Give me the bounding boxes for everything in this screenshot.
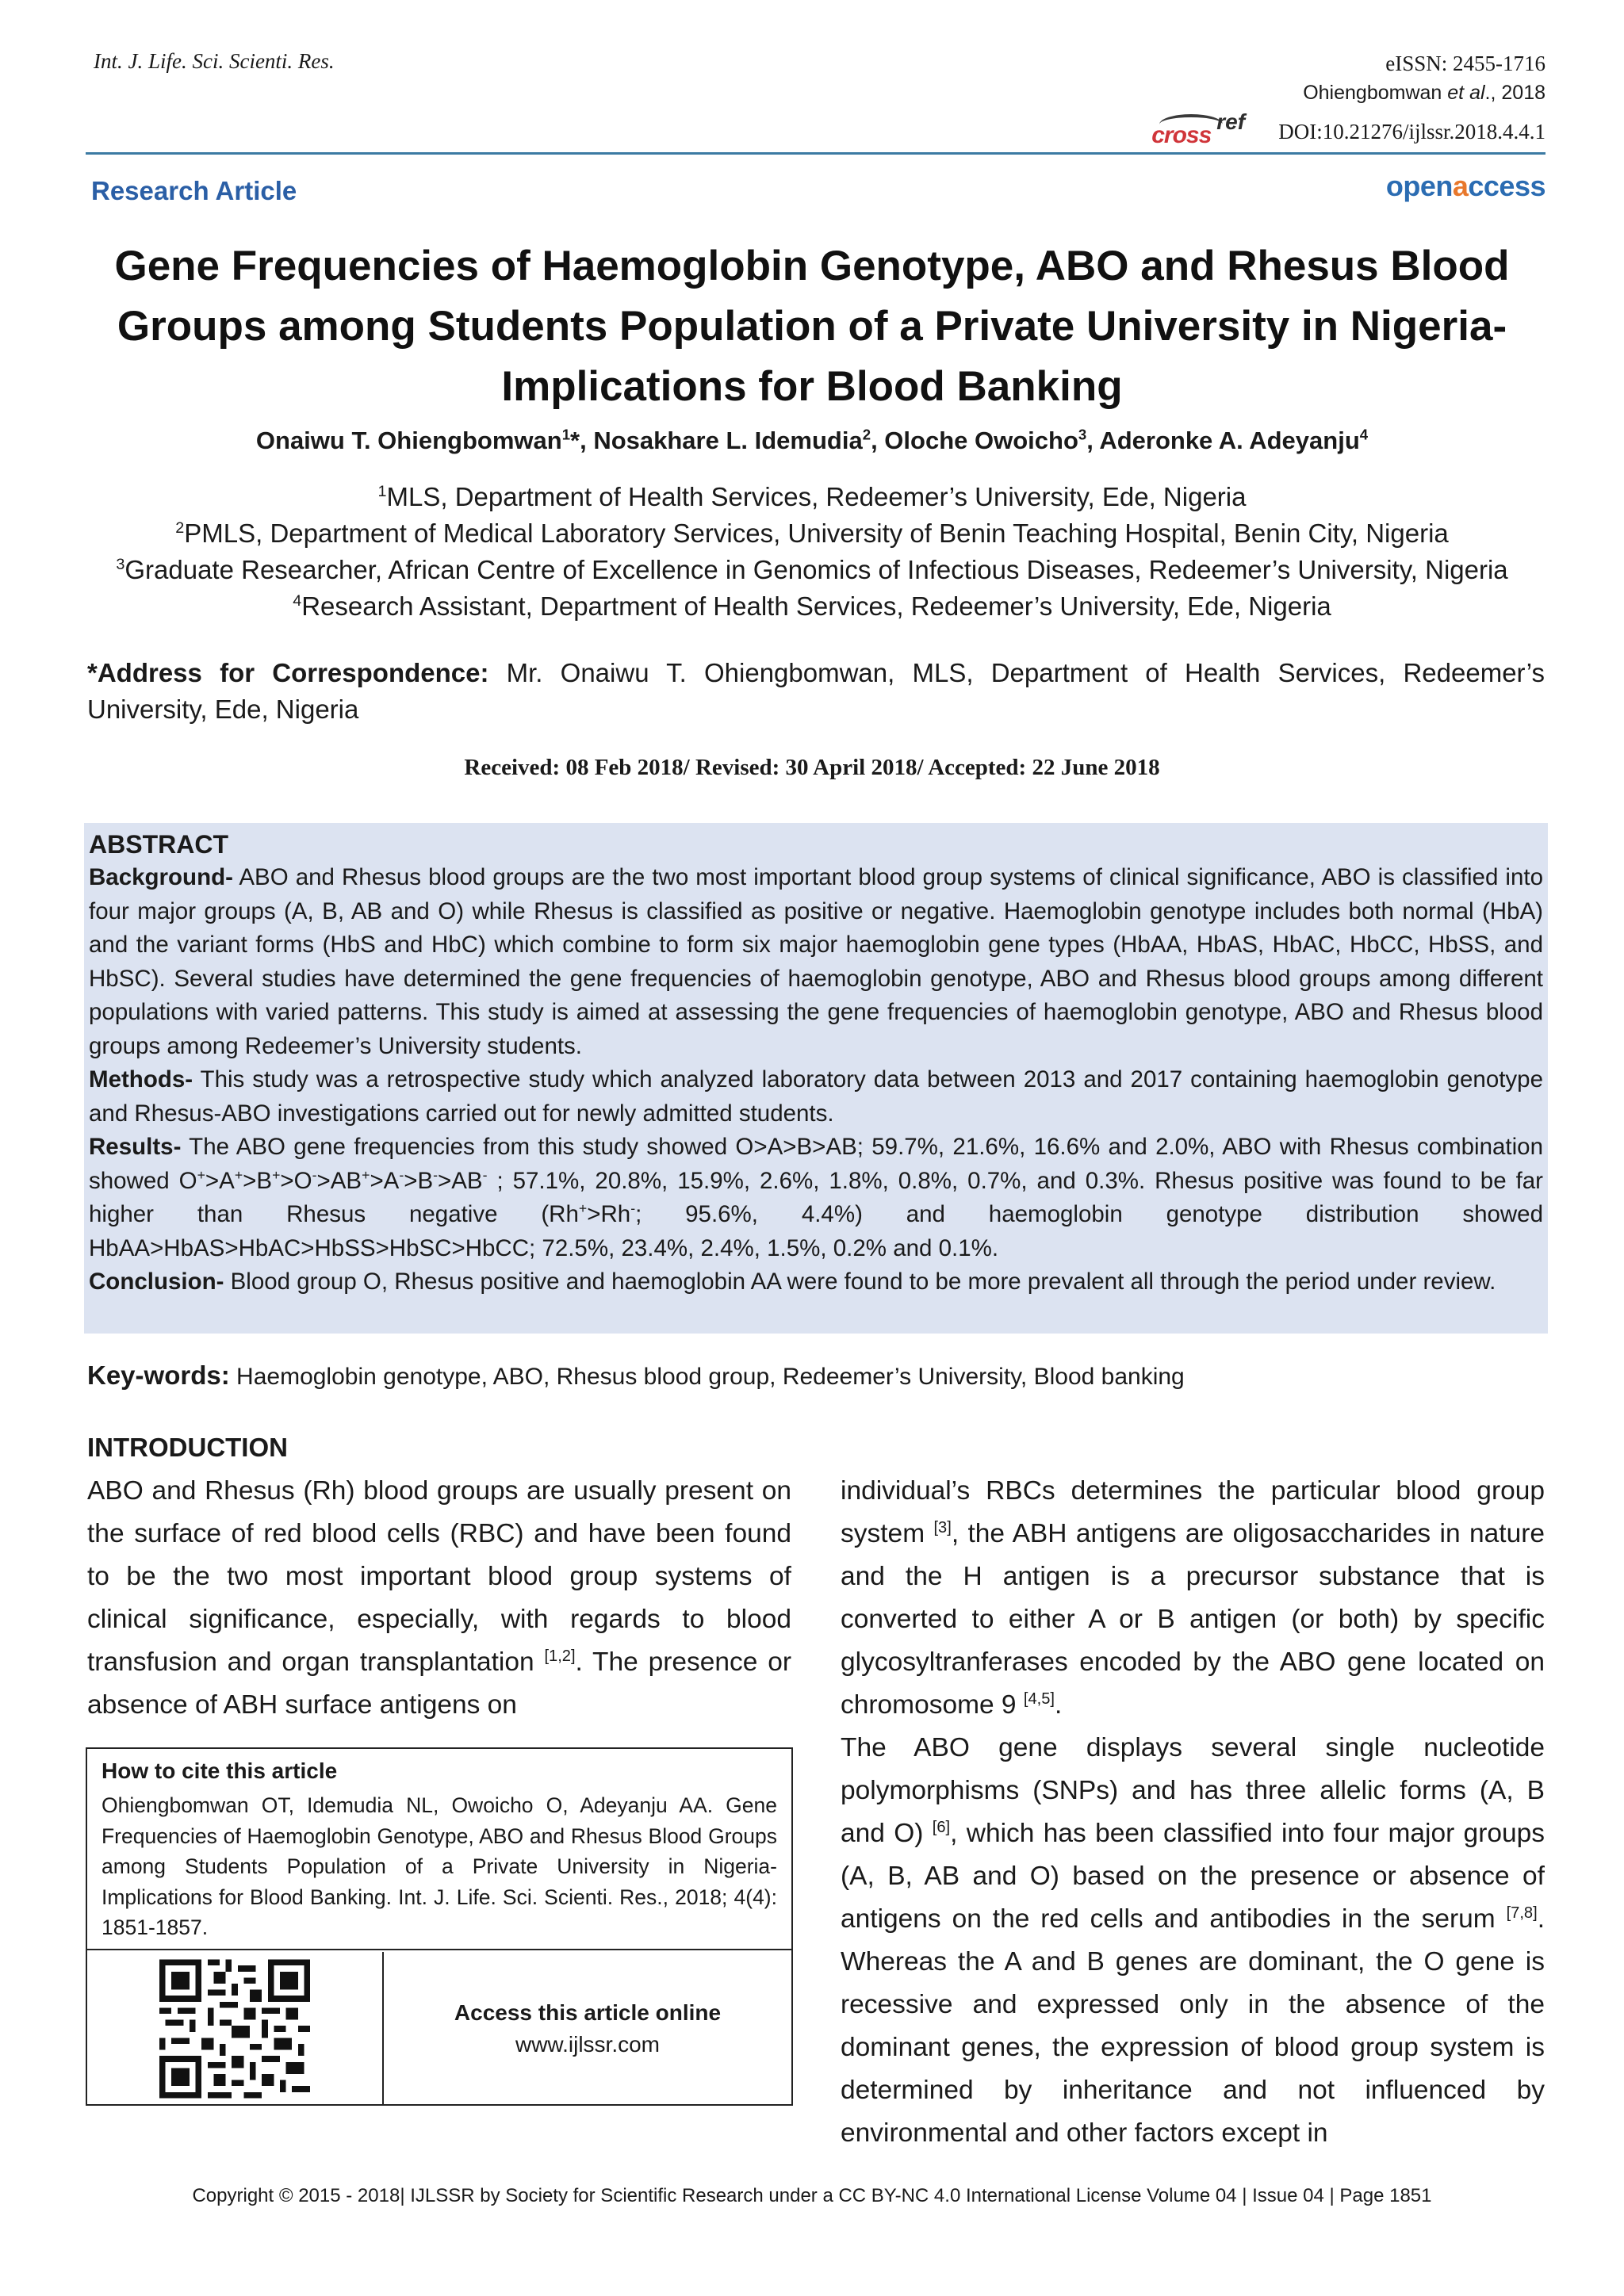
journal-website-link[interactable]: www.ijlssr.com <box>515 2032 660 2057</box>
paragraph: The ABO gene displays several single nucleotide polymorphisms (SNPs) and has three allelic forms (A, B and O) [6], which has been classified into four major groups (A, B, AB and O) based on the presence or absence of antigens on the red cells and antibodies in the serum [7,8]. Whereas the A and B genes are dominant, the O gene is recessive and expressed only in the absence of the dominant genes, the expression of blood group system is determined by inheritance and not influenced by environmental and other factors except in <box>841 1733 1545 2148</box>
open-access-logo: openaccess <box>1385 170 1545 202</box>
citation-ref[interactable]: [3] <box>933 1518 952 1536</box>
author: Aderonke A. Adeyanju <box>1099 427 1360 454</box>
author: Oloche Owoicho <box>884 427 1078 454</box>
author: Nosakhare L. Idemudia <box>593 427 863 454</box>
citation-ref[interactable]: [1,2] <box>544 1647 576 1665</box>
citation-ref[interactable]: [6] <box>932 1818 951 1836</box>
author: Onaiwu T. Ohiengbomwan <box>255 427 562 454</box>
intro-right-column <box>841 1470 1545 2155</box>
qr-code-icon[interactable] <box>159 1959 310 2099</box>
how-to-cite-box <box>86 1747 793 2106</box>
affiliation: $^4$Research Assistant, Department of Health Services, Redeemer’s University, Ede, Nigeria <box>293 591 1331 621</box>
article-type: Research Article <box>91 176 297 205</box>
keywords: Key-words: Haemoglobin genotype, ABO, Rhesus blood group, Redeemer’s University, Blood banking <box>87 1360 1185 1390</box>
correspondence: *Address for Correspondence: Mr. Onaiwu T. Ohiengbomwan, MLS, Department of Health Services, Redeemer’s University, Ede, Nigeria <box>87 658 1545 724</box>
doi-link[interactable]: DOI:10.21276/ijlssr.2018.4.4.1 <box>1278 119 1545 144</box>
doi-row <box>1151 109 1545 151</box>
abstract-box <box>84 823 1548 1334</box>
abstract-background: Background- ABO and Rhesus blood groups are the two most important blood group systems of clinical significance, ABO is classified into four major groups (A, B, AB and O) while Rhesus is classified as positive or negative. Haemoglobin genotype includes both normal (HbA) and the variant forms (HbS and HbC) which combine to form six major haemoglobin gene types (HbAA, HbAS, HbAC, HbCC, HbSS, and HbSC). Several studies have determined the gene frequencies of haemoglobin genotype, ABO and Rhesus blood groups among different populations with varied patterns. This study is aimed at assessing the gene frequencies of haemoglobin genotype, ABO and Rhesus blood groups among Redeemer’s University students. <box>89 864 1543 1059</box>
abstract-conclusion: Conclusion- Blood group O, Rhesus positive and haemoglobin AA were found to be more prevalent all through the period under review. <box>89 1269 1496 1295</box>
online-access-cell <box>384 1952 791 2106</box>
page-footer: Copyright © 2015 - 2018| IJLSSR by Society for Scientific Research under a CC BY-NC 4.0 International License Volume 04 | Issue 04 | Page 1851 <box>192 2185 1432 2206</box>
access-online-section <box>87 1952 791 2106</box>
header-authors: Ohiengbomwan et al., 2018 <box>1303 82 1545 104</box>
cite-text: Ohiengbomwan OT, Idemudia NL, Owoicho O, Adeyanju AA. Gene Frequencies of Haemoglobin Genotype, ABO and Rhesus Blood Groups among Students Population of a Private University in Nigeria-Implications for Blood Banking. Int. J. Life. Sci. Scienti. Res., 2018; 4(4): 1851-1857. <box>102 1793 777 1939</box>
abstract-methods: Methods- This study was a retrospective study which analyzed laboratory data between 2013 and 2017 containing haemoglobin genotype and Rhesus-ABO investigations carried out for newly admitted students. <box>89 1066 1543 1127</box>
article-dates: Received: 08 Feb 2018/ Revised: 30 April 2018/ Accepted: 22 June 2018 <box>464 755 1160 780</box>
online-access-label: Access this article online <box>454 2000 722 2025</box>
cite-section <box>87 1749 791 1950</box>
affiliation: $^3$Graduate Researcher, African Centre of Excellence in Genomics of Infectious Diseases, Redeemer’s University, Nigeria <box>116 555 1508 584</box>
abstract-results: Results- The ABO gene frequencies from this study showed O>A>B>AB; 59.7%, 21.6%, 16.6% and 2.0%, ABO with Rhesus combination showed O+>A+>B+>O->AB+>A->B->AB- ; 57.1%, 20.8%, 15.9%, 2.6%, 1.8%, 0.8%, 0.7%, and 0.3%. Rhesus positive was found to be far higher than Rhesus negative (Rh+>Rh-; 95.6%, 4.4%) and haemoglobin genotype distribution showed HbAA>HbAS>HbAC>HbSS>HbSC>HbCC; 72.5%, 23.4%, 2.4%, 1.5%, 0.2% and 0.1%. <box>89 1134 1543 1261</box>
affiliations <box>79 479 1545 625</box>
affiliation: $^1$MLS, Department of Health Services, Redeemer’s University, Ede, Nigeria <box>377 482 1247 511</box>
crossref-logo[interactable]: cross ref <box>1151 109 1246 148</box>
author-list: Onaiwu T. Ohiengbomwan$^1$*, Nosakhare L. Idemudia$^2$, Oloche Owoicho$^3$, Aderonke A. Adeyanju$^4$ <box>255 426 1369 454</box>
header-divider <box>86 152 1545 155</box>
paragraph: individual’s RBCs determines the particular blood group system [3], the ABH antigens are oligosaccharides in nature and the H antigen is a precursor substance that is converted to either A or B antigen (or both) by specific glycosyltranferases encoded by the ABO gene located on chromosome 9 [4,5]. <box>841 1476 1545 1720</box>
citation-ref[interactable]: [7,8] <box>1506 1904 1538 1922</box>
cite-heading: How to cite this article <box>102 1758 338 1783</box>
affiliation: $^2$PMLS, Department of Medical Laboratory Services, University of Benin Teaching Hospital, Benin City, Nigeria <box>175 519 1449 548</box>
article-title: Gene Frequencies of Haemoglobin Genotype, ABO and Rhesus Blood Groups among Students Population of a Private University in Nigeria-Implications for Blood Banking <box>114 243 1510 410</box>
citation-ref[interactable]: [4,5] <box>1023 1689 1055 1708</box>
journal-name: Int. J. Life. Sci. Scienti. Res. <box>94 49 335 73</box>
qr-code-cell <box>87 1952 384 2106</box>
abstract-heading: ABSTRACT <box>89 830 228 859</box>
intro-left-column: ABO and Rhesus (Rh) blood groups are usually present on the surface of red blood cells (RBC) and have been found to be the two most important blood group systems of clinical significance, especially, with regards to blood transfusion and organ transplantation [1,2]. The presence or absence of ABH surface antigens on <box>87 1476 791 1720</box>
open-access-lock-icon: a <box>1452 170 1469 202</box>
eissn: eISSN: 2455-1716 <box>1385 52 1545 75</box>
header-right <box>1070 49 1545 108</box>
section-heading-introduction: INTRODUCTION <box>87 1433 288 1462</box>
